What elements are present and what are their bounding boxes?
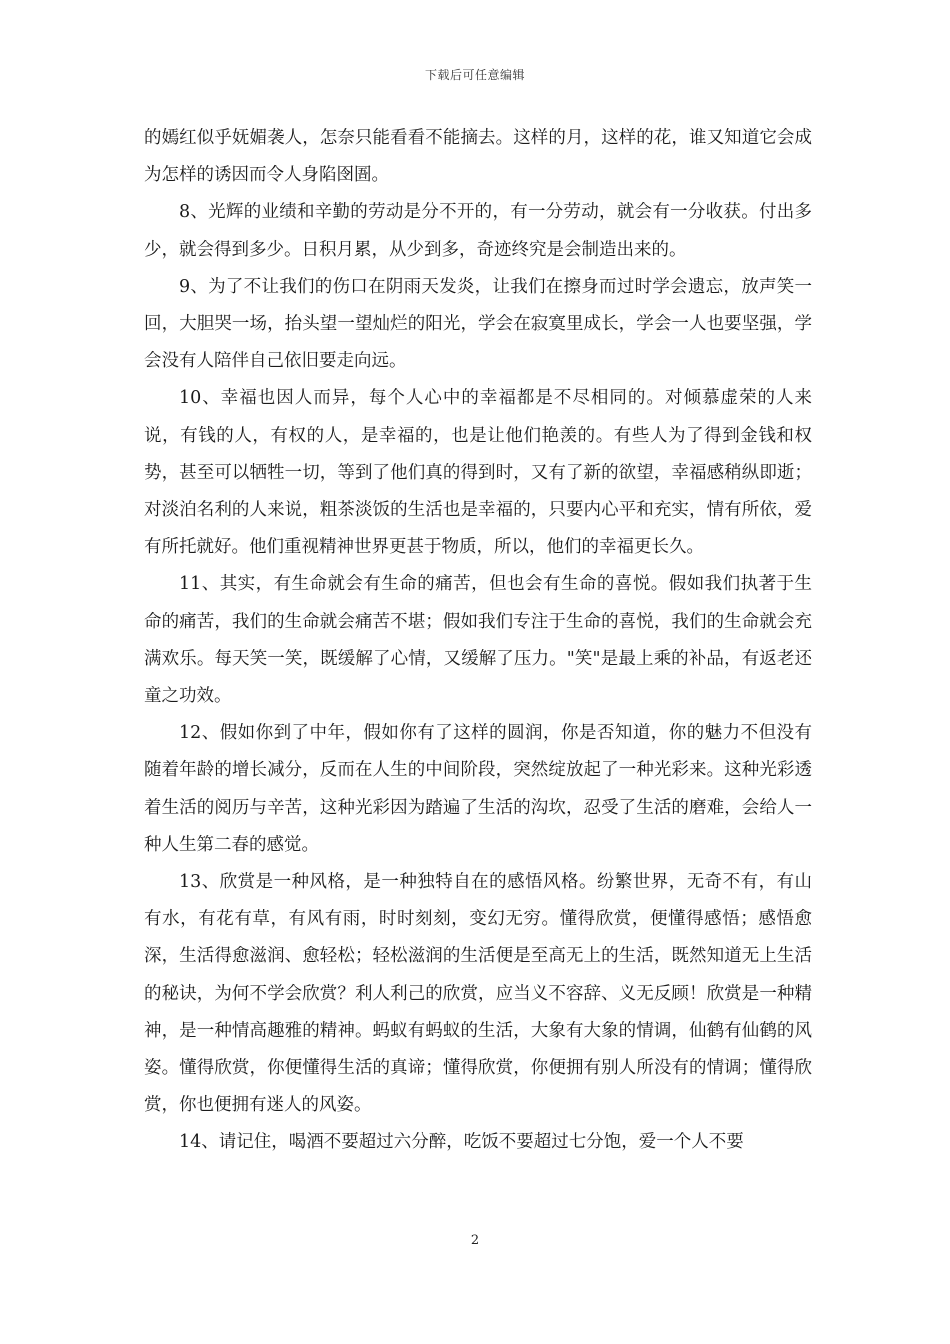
paragraph-item-14: 14、请记住，喝酒不要超过六分醉，吃饭不要超过七分饱，爱一个人不要 — [179, 1132, 744, 1153]
paragraph-item-10: 10、幸福也因人而异，每个人心中的幸福都是不尽相同的。对倾慕虚荣的人来说，有钱的人，有权的人，是幸福的，也是让他们艳羡的。有些人为了得到金钱和权势，甚至可以牺牲一切，等到了他们真的得到时，又有了新的欲望，幸福感稍纵即逝；对淡泊名利的人来说，粗茶淡饭的生活也是幸福的，只要内心平和充实，情有所依，爱有所托就好。他们重视精神世界更甚于物质，所以，他们的幸福更长久。 — [144, 388, 812, 558]
paragraph-item-8: 8、光辉的业绩和辛勤的劳动是分不开的，有一分劳动，就会有一分收获。付出多少，就会得到多少。日积月累，从少到多，奇迹终究是会制造出来的。 — [144, 202, 812, 260]
paragraph-continuation: 的嫣红似乎妩媚袭人，怎奈只能看看不能摘去。这样的月，这样的花，谁又知道它会成为怎样的诱因而令人身陷囹圄。 — [144, 128, 812, 186]
page-number: 2 — [470, 1233, 480, 1248]
paragraph-item-12: 12、假如你到了中年，假如你有了这样的圆润，你是否知道，你的魅力不但没有随着年龄的增长减分，反而在人生的中间阶段，突然绽放起了一种光彩来。这种光彩透着生活的阅历与辛苦，这种光彩因为踏遍了生活的沟坎，忍受了生活的磨难，会给人一种人生第二春的感觉。 — [144, 723, 812, 855]
paragraph-item-9: 9、为了不让我们的伤口在阴雨天发炎，让我们在擦身而过时学会遗忘，放声笑一回，大胆哭一场，抬头望一望灿烂的阳光，学会在寂寞里成长，学会一人也要坚强，学会没有人陪伴自己依旧要走向远。 — [144, 276, 812, 372]
paragraph-item-11: 11、其实，有生命就会有生命的痛苦，但也会有生命的喜悦。假如我们执著于生命的痛苦，我们的生命就会痛苦不堪；假如我们专注于生命的喜悦，我们的生命就会充满欢乐。每天笑一笑，既缓解了心情，又缓解了压力。"笑"是最上乘的补品，有返老还童之功效。 — [144, 574, 812, 707]
document-body — [144, 120, 812, 1162]
page-header: 下载后可任意编辑 — [424, 68, 525, 82]
paragraph-item-13: 13、欣赏是一种风格，是一种独特自在的感悟风格。纷繁世界，无奇不有，有山有水，有花有草，有风有雨，时时刻刻，变幻无穷。懂得欣赏，便懂得感悟；感悟愈深，生活得愈滋润、愈轻松；轻松滋润的生活便是至高无上的生活，既然知道无上生活的秘诀，为何不学会欣赏？利人利己的欣赏，应当义不容辞、义无反顾！欣赏是一种精神，是一种情高趣雅的精神。蚂蚁有蚂蚁的生活，大象有大象的情调，仙鹤有仙鹤的风姿。懂得欣赏，你便懂得生活的真谛；懂得欣赏，你便拥有别人所没有的情调；懂得欣赏，你也便拥有迷人的风姿。 — [144, 872, 812, 1116]
